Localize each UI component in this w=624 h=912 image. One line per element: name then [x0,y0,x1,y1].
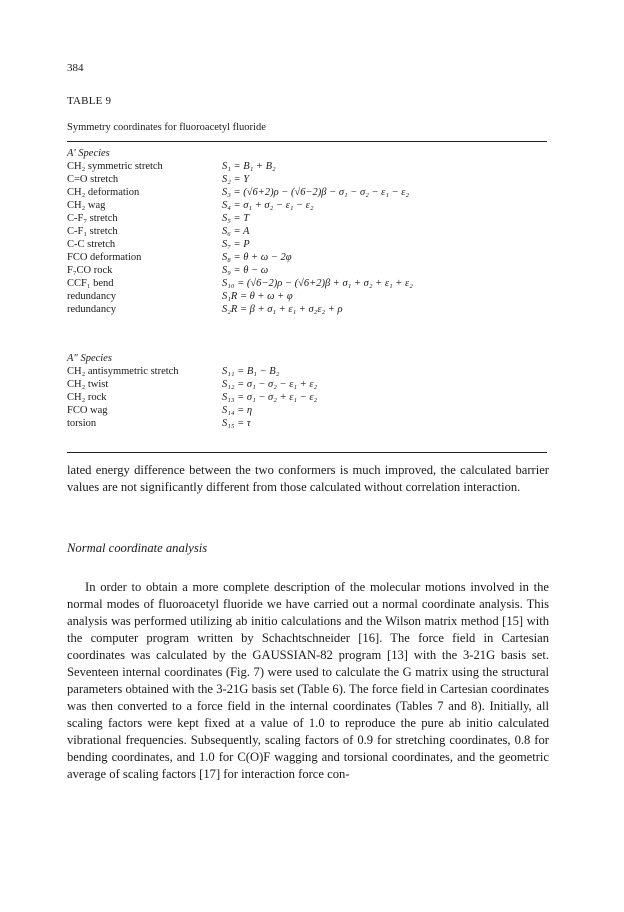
coordinate-description: CH₂ symmetric stretch [67,161,163,172]
coordinate-description: CH₂ deformation [67,187,140,198]
coordinate-description: redundancy [67,304,116,315]
table-row [67,186,547,199]
table-top-rule [67,141,547,142]
table-row [67,290,547,303]
coordinate-description: CH₂ rock [67,392,107,403]
symmetry-coordinate-formula: S₁₃ = σ₁ − σ₂ + ε₁ − ε₂ [222,392,318,403]
table-caption: Symmetry coordinates for fluoroacetyl fluoride [67,122,266,133]
body-paragraph: In order to obtain a more complete description of the molecular motions involved in the normal modes of fluoroacetyl fluoride we have carried out a normal coordinate analysis. This analysis was performed utilizing ab initio calculations and the Wilson matrix method [15] with the computer program written by Schachtschneider [16]. The force field in Cartesian coordinates was calculated by the GAUSSIAN-82 program [13] with the 3-21G basis set. Seventeen internal coordinates (Fig. 7) were used to calculate the G matrix using the structural parameters obtained with the 3-21G basis set (Table 6). The force field in Cartesian coordinates was then converted to a force field in the internal coordinates (Tables 7 and 8). Initially, all scaling factors were kept fixed at a value of 1.0 to reproduce the pure ab initio calculated vibrational frequencies. Subsequently, scaling factors of 0.9 for stretching coordinates, 0.8 for bending coordinates, and 1.0 for C(O)F wagging and torsional coordinates, and the geometric average of scaling factors [17] for interaction force con- [67,580,549,781]
symmetry-coordinate-formula: S₁₁ = B₁ − B₂ [222,366,280,377]
coordinate-description: CH₂ antisymmetric stretch [67,366,179,377]
symmetry-coordinate-formula: S₁₀ = (√6−2)ρ − (√6+2)β + σ₁ + σ₂ + ε₁ + ε₂ [222,278,413,289]
coordinate-description: FCO deformation [67,252,142,263]
symmetry-coordinate-formula: S₁₅ = τ [222,418,251,429]
species-heading: A" Species [67,353,112,364]
table-row [67,225,547,238]
coordinate-description: C-F₇ stretch [67,213,118,224]
symmetry-coordinate-formula: S₉ = θ − ω [222,265,269,276]
symmetry-coordinate-formula: S₇ = P [222,239,250,250]
table-row [67,160,547,173]
symmetry-coordinate-formula: S₅ = T [222,213,250,224]
coordinate-description: C=O stretch [67,174,119,185]
table-row [67,238,547,251]
table-row [67,173,547,186]
symmetry-coordinate-formula: S₄ = σ₁ + σ₂ − ε₁ − ε₂ [222,200,314,211]
coordinate-description: FCO wag [67,405,108,416]
page-number: 384 [67,62,84,74]
section-heading: Normal coordinate analysis [67,541,208,555]
coordinate-description: C-F₁ stretch [67,226,118,237]
symmetry-coordinate-formula: S₁₄ = η [222,405,253,416]
symmetry-coordinate-formula: S₂R = β + σ₁ + ε₁ + σ₂ε₂ + ρ [222,304,343,315]
table-row [67,264,547,277]
table-row [67,303,547,316]
table-row [67,417,547,430]
symmetry-coordinate-formula: S₆ = A [222,226,250,237]
table-row [67,251,547,264]
body-paragraph: lated energy difference between the two conformers is much improved, the calculated barrier values are not significantly different from those calculated without correlation interaction. [67,463,549,494]
table-row [67,391,547,404]
coordinate-description: CH₂ twist [67,379,109,390]
table-row [67,277,547,290]
table-section-a-double-prime [67,352,547,430]
coordinate-description: CH₂ wag [67,200,106,211]
table-row [67,199,547,212]
coordinate-description: torsion [67,418,97,429]
symmetry-coordinate-formula: S₁ = B₁ + B₂ [222,161,276,172]
table-row [67,212,547,225]
symmetry-coordinate-formula: S₁R = θ + ω + φ [222,291,293,302]
table-section-a-prime [67,147,547,316]
table-row [67,404,547,417]
coordinate-description: C-C stretch [67,239,116,250]
coordinate-description: redundancy [67,291,116,302]
table-label: TABLE 9 [67,95,112,107]
species-heading: A' Species [67,148,110,159]
symmetry-coordinate-formula: S₈ = θ + ω − 2φ [222,252,292,263]
coordinate-description: F₇CO rock [67,265,113,276]
coordinate-description: CCF₁ bend [67,278,114,289]
table-row [67,365,547,378]
table-row [67,378,547,391]
symmetry-coordinate-formula: S₁₂ = σ₁ − σ₂ − ε₁ + ε₂ [222,379,318,390]
symmetry-coordinate-formula: S₃ = (√6+2)ρ − (√6−2)β − σ₁ − σ₂ − ε₁ − ε₂ [222,187,410,198]
table-bottom-rule [67,452,547,453]
symmetry-coordinate-formula: S₂ = Y [222,174,250,185]
